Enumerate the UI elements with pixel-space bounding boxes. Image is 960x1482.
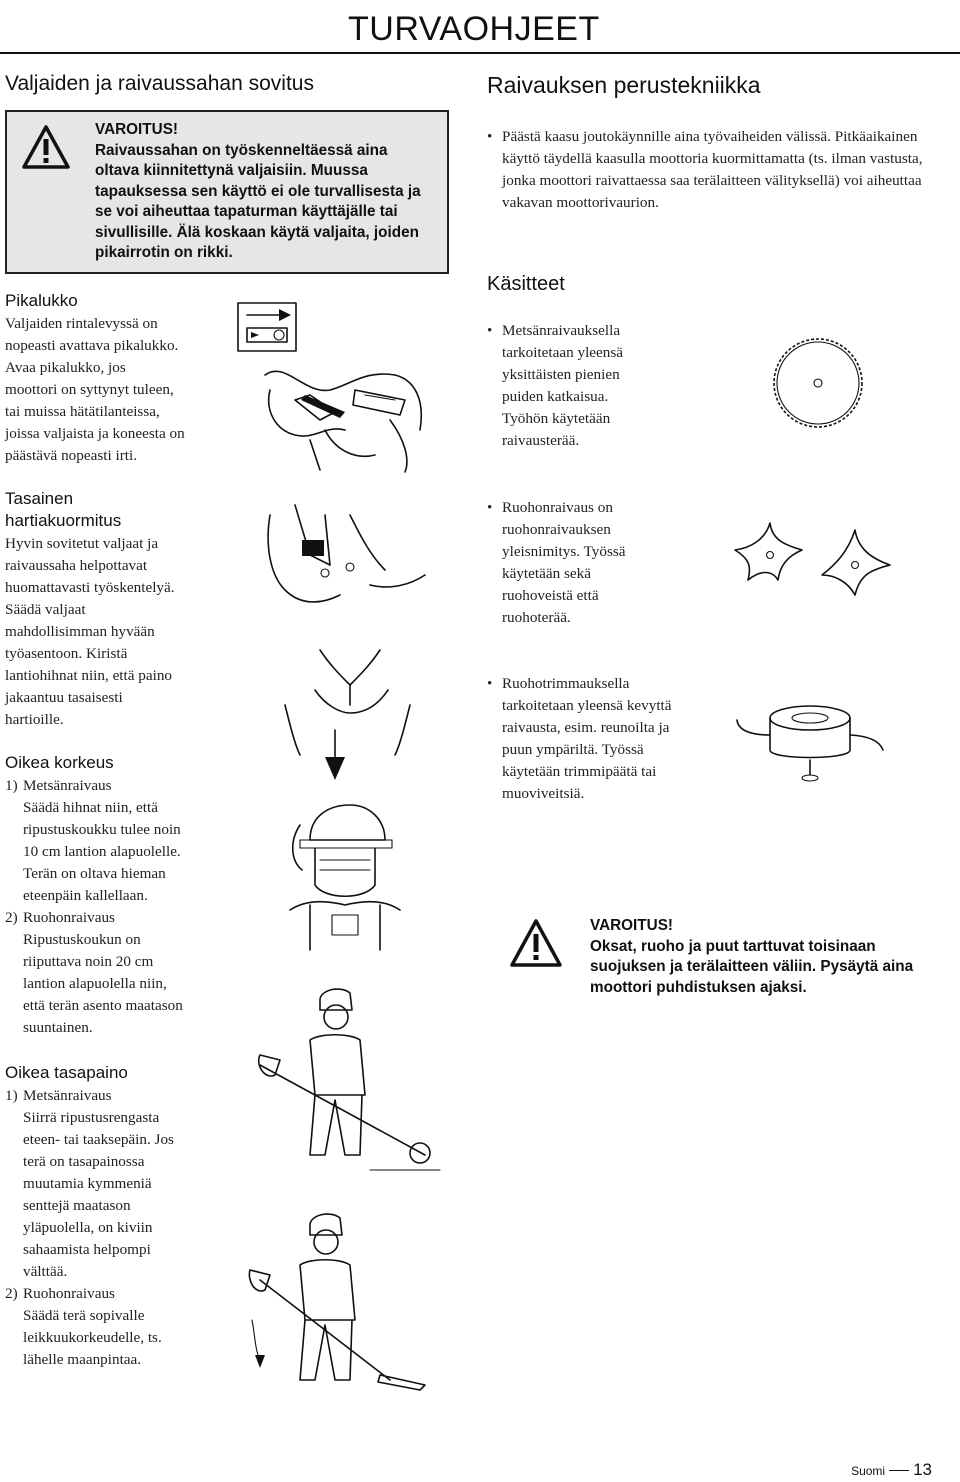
list-item: • Ruohotrimmauksella tarkoitetaan yleensä kevyttä raivausta, esim. reunoilta ja puun ympäriltä. Työssä käytetään trimmipäätä tai muoviveitsiä. (487, 673, 692, 805)
page-title: TURVAOHJEET (348, 10, 600, 48)
saw-blade-icon (770, 335, 866, 431)
kasitteet-item-0 (487, 320, 647, 452)
list-item: • Metsänraivauksella tarkoitetaan yleensä yksittäisten pienien puiden katkaisua. Työhön käytetään raivausterää. (487, 320, 647, 452)
kasitteet-item-1 (487, 497, 647, 629)
warning-text: Oksat, ruoho ja puut tarttuvat toisinaan suojuksen ja terälaitteen väliin. Pysäytä aina moottori puhdistuksen ajaksi. (590, 937, 914, 996)
footer-language: Suomi (851, 1464, 886, 1478)
pikalukko-text: Valjaiden rintalevyssä on nopeasti avattava pikalukko. Avaa pikalukko, jos moottori on syttynyt tuleen, tai muissa hätätilanteissa, joissa valjaista ja koneesta on päästävä nopeasti irti. (5, 315, 185, 464)
page-footer (851, 1460, 932, 1480)
right-section-title: Raivauksen perustekniikka (487, 72, 761, 98)
oikea-tasapaino-steps (5, 1085, 220, 1371)
list-item: • Ruohonraivaus on ruohonraivauksen yleisnimitys. Työssä käytetään sekä ruohoveistä että ruohoterää. (487, 497, 647, 629)
oikea-korkeus-title: Oikea korkeus (5, 753, 114, 772)
list-item: 2) Ruohonraivaus Ripustuskoukun on riiputtava noin 20 cm lantion alapuolella niin, että terän asento maatason suuntainen. (5, 909, 183, 1036)
left-section-title: Valjaiden ja raivaussahan sovitus (5, 72, 314, 95)
warning-triangle-icon (21, 124, 71, 170)
list-item: 1) Metsänraivaus Säädä hihnat niin, että ripustuskoukku tulee noin 10 cm lantion alapuolelle. Terän on oltava hieman eteenpäin kallellaan. (5, 777, 181, 904)
intro-bullet-list (487, 126, 955, 214)
oikea-korkeus-steps (5, 775, 220, 1039)
harness-adjustment-illustration (250, 495, 440, 795)
tasainen-title: Tasainen hartiakuormitus (5, 489, 122, 530)
warning-triangle-icon (509, 918, 563, 968)
oikea-tasapaino-title: Oikea tasapaino (5, 1063, 128, 1082)
operator-helmet-illustration (270, 800, 410, 950)
kasitteet-title: Käsitteet (487, 273, 565, 295)
list-item: 2) Ruohonraivaus Säädä terä sopivalle leikkuukorkeudelle, ts. lähelle maanpintaa. (5, 1285, 162, 1368)
tasainen-text: Hyvin sovitetut valjaat ja raivaussaha helpottavat huomattavasti työskentelyä. Säädä valjaat mahdollisimman hyvään työasentoon. Kiristä lantiohihnat niin, että paino jakaantuu tasaisesti hartioille. (5, 535, 175, 728)
warning-heading: VAROITUS! (95, 121, 178, 138)
kasitteet-item-2 (487, 673, 692, 805)
trimmer-head-icon (735, 690, 885, 800)
grass-blade-icon (730, 520, 910, 615)
warning-text: Raivaussahan on työskenneltäessä aina oltava kiinnitettynä valjaisiin. Muussa tapauksessa sen käyttö ei ole turvallisesta ja se voi aiheuttaa tapaturman käyttäjälle tai sivullisille. Älä koskaan käytä valjaita, joiden pikairrotin on rikki. (95, 141, 421, 261)
operator-forest-clearing-illustration (250, 985, 450, 1185)
quick-release-illustration (235, 300, 435, 475)
page-header (0, 0, 960, 60)
warning-box-harness (5, 110, 449, 274)
warning-box-cleaning (487, 900, 952, 1000)
warning-heading: VAROITUS! (590, 917, 673, 934)
pikalukko-title: Pikalukko (5, 291, 78, 310)
header-rule (0, 52, 960, 54)
footer-dash (889, 1470, 909, 1471)
operator-grass-clearing-illustration (250, 1210, 450, 1410)
list-item: • Päästä kaasu joutokäynnille aina työvaiheiden välissä. Pitkäaikainen käyttö täydellä kaasulla moottoria kuormittamatta (ts. ilman vastusta, jonka moottori raivattaessa saa terälaitteen välityksellä) voi aiheuttaa vakavan moottorivaurion. (487, 126, 955, 214)
page-number: 13 (913, 1460, 932, 1479)
list-item: 1) Metsänraivaus Siirrä ripustusrengasta eteen- tai taaksepäin. Jos terä on tasapainossa muutamia kymmeniä senttejä maatason yläpuolella, on kiviin sahaamista helpompi välttää. (5, 1087, 174, 1280)
